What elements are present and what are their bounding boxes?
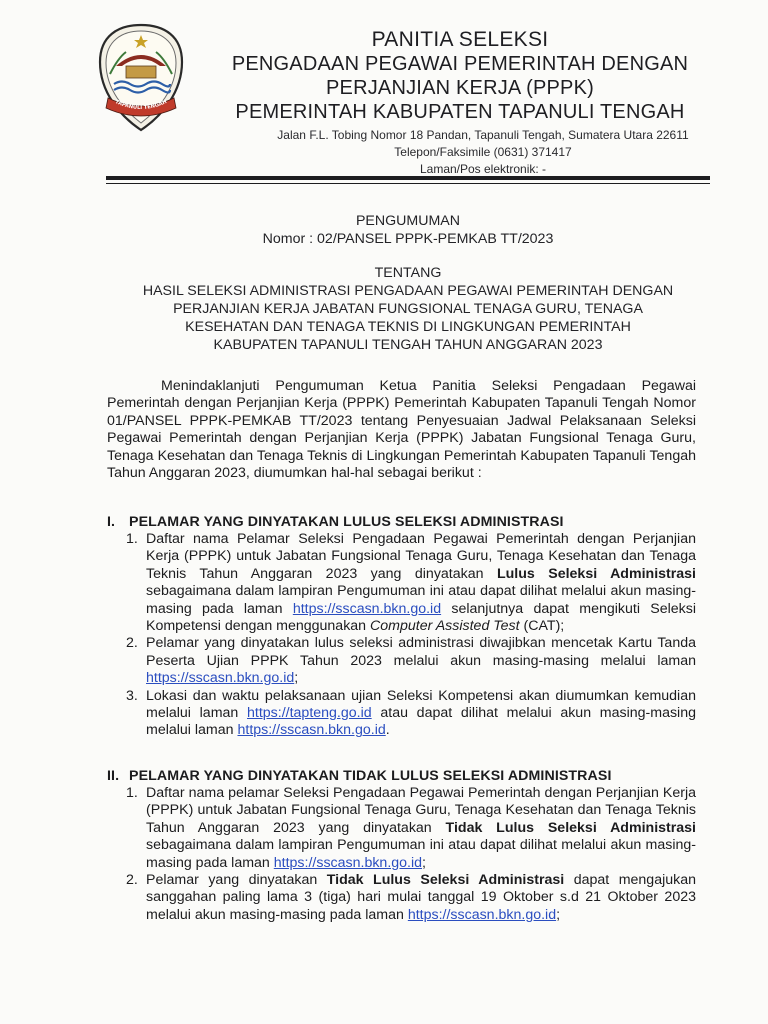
section-2-list (126, 785, 696, 924)
subject-line: HASIL SELEKSI ADMINISTRASI PENGADAAN PEGAWAI PEMERINTAH DENGAN (142, 283, 674, 299)
item-number: 2. (126, 635, 138, 652)
org-line-1: PANITIA SELEKSI (371, 28, 549, 51)
list-item (126, 872, 696, 924)
item-emphasis: Tidak Lulus Seleksi Administrasi (445, 819, 697, 836)
item-number: 1. (126, 531, 138, 547)
item-text: . (385, 722, 390, 739)
sscasn-link[interactable]: https://sscasn.bkn.go.id (237, 722, 386, 739)
item-text: sebagaimana dalam lampiran Pengumuman ini atau dapat dilihat melalui akun masing-masing pada laman (146, 837, 696, 871)
list-item (126, 635, 696, 687)
section-1-title (107, 514, 707, 530)
letterhead (200, 28, 720, 178)
section-1-heading: PELAMAR YANG DINYATAKAN LULUS SELEKSI ADMINISTRASI (129, 514, 564, 530)
item-text: ; (422, 854, 426, 871)
item-text: Daftar nama pelamar Seleksi Pengadaan Pegawai Pemerintah dengan Perjanjian Kerja (PPPK) untuk Jabatan Fungsional Tenaga Guru, Tenaga Kesehatan dan Tenaga Teknis Tahun Anggaran 2023 yang dinyatakan (146, 785, 696, 836)
item-text: sebagaimana dalam lampiran Pengumuman ini atau dapat dilihat melalui akun masing-masing pada laman (146, 583, 696, 617)
item-text: Lokasi dan waktu pelaksanaan ujian Seleksi Kompetensi akan diumumkan kemudian melalui laman (146, 687, 696, 722)
section-1-list (126, 531, 696, 740)
org-line-4: PEMERINTAH KABUPATEN TAPANULI TENGAH (235, 101, 685, 123)
item-emphasis: Tidak Lulus Seleksi Administrasi (326, 872, 565, 889)
org-website: Laman/Pos elektronik: - (419, 162, 547, 176)
item-text: atau dapat dilihat melalui akun masing-masing melalui laman (146, 705, 696, 739)
crest-ribbon-text: TAPANULI TENGAH (114, 99, 168, 112)
item-number: 3. (126, 687, 138, 704)
letterhead-divider-thin (106, 183, 710, 184)
item-text: selanjutnya dapat mengikuti Seleksi Kompetensi dengan menggunakan (146, 600, 696, 635)
item-text: (CAT); (519, 618, 565, 635)
letterhead-divider-thick (106, 176, 710, 180)
announcement-number: Nomor : 02/PANSEL PPPK-PEMKAB TT/2023 (262, 231, 554, 247)
item-text: Pelamar yang dinyatakan (146, 872, 327, 889)
item-italic: Computer Assisted Test (370, 618, 520, 635)
item-text: Daftar nama Pelamar Seleksi Pengadaan Pegawai Pemerintah dengan Perjanjian Kerja (PPPK) untuk Jabatan Fungsional Tenaga Guru, Tenaga Kesehatan dan Tenaga Teknis Tahun Anggaran 2023 yang dinyatakan (146, 531, 696, 582)
item-number: 2. (126, 872, 138, 889)
list-item (126, 531, 696, 635)
section-2-heading: PELAMAR YANG DINYATAKAN TIDAK LULUS SELEKSI ADMINISTRASI (129, 768, 612, 784)
announcement-title: PENGUMUMAN (355, 213, 461, 229)
item-number: 1. (126, 785, 138, 801)
item-text: ; (294, 670, 299, 687)
sscasn-link[interactable]: https://sscasn.bkn.go.id (273, 854, 423, 871)
sscasn-link[interactable]: https://sscasn.bkn.go.id (146, 670, 295, 687)
org-address: Jalan F.L. Tobing Nomor 18 Pandan, Tapanuli Tengah, Sumatera Utara 22611 (277, 128, 689, 142)
announcement-heading (104, 212, 712, 354)
item-text: ; (556, 906, 561, 923)
subject-line: KESEHATAN DAN TENAGA TEKNIS DI LINGKUNGAN PEMERINTAH (185, 319, 631, 335)
org-line-2: PENGADAAN PEGAWAI PEMERINTAH DENGAN (231, 53, 689, 75)
subject-line: KABUPATEN TAPANULI TENGAH TAHUN ANGGARAN 2023 (213, 337, 603, 353)
section-1-number: I. (107, 514, 116, 530)
announcement-about: TENTANG (374, 265, 442, 281)
regency-crest-icon (96, 22, 186, 134)
org-phone: Telepon/Faksimile (0631) 371417 (394, 145, 572, 159)
section-2-title (107, 768, 707, 784)
subject-line: PERJANJIAN KERJA JABATAN FUNGSIONAL TENAGA GURU, TENAGA (173, 301, 643, 317)
sscasn-link[interactable]: https://sscasn.bkn.go.id (292, 600, 442, 617)
item-text: dapat mengajukan sanggahan paling lama 3 (tiga) hari mulai tanggal 19 Oktober s.d 21 Oktober 2023 melalui akun masing-masing pada laman (146, 872, 697, 923)
section-2-number: II. (107, 768, 120, 784)
list-item (126, 785, 696, 872)
org-line-3: PERJANJIAN KERJA (PPPK) (326, 77, 594, 99)
tapteng-link[interactable]: https://tapteng.go.id (247, 705, 372, 722)
intro-paragraph: Menindaklanjuti Pengumuman Ketua Panitia Seleksi Pengadaan Pegawai Pemerintah dengan Perjanjian Kerja (PPPK) Pemerintah Kabupaten Tapanuli Tengah Nomor 01/PANSEL PPPK-PEMKAB TT/2023 tentang Penyesuaian Jadwal Pelaksanaan Seleksi Pegawai Pemerintah dengan Perjanjian Kerja (PPPK) Jabatan Fungsional Tenaga Guru, Tenaga Kesehatan dan Tenaga Teknis di Lingkungan Pemerintah Kabupaten Tapanuli Tengah Tahun Anggaran 2023, diumumkan hal-hal sebagai berikut : (107, 378, 696, 482)
item-text: Pelamar yang dinyatakan lulus seleksi administrasi diwajibkan mencetak Kartu Tanda Peserta Ujian PPPK Tahun 2023 melalui akun masing-masing melalui laman (146, 635, 696, 669)
list-item (126, 688, 696, 740)
sscasn-link[interactable]: https://sscasn.bkn.go.id (407, 906, 557, 923)
item-emphasis: Lulus Seleksi Administrasi (496, 565, 696, 582)
